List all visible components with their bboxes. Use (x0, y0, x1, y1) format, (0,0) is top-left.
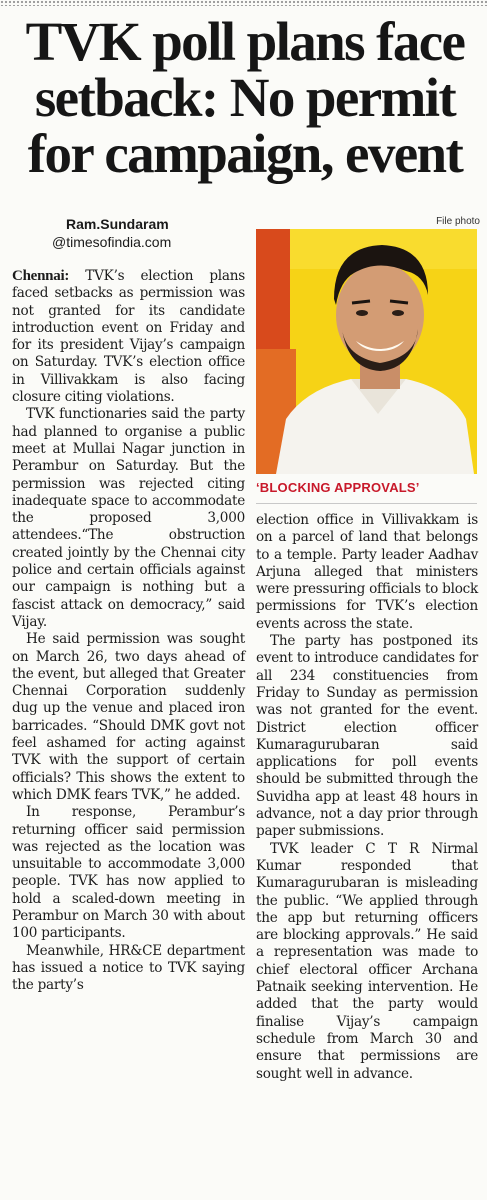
article-column-left (12, 268, 245, 994)
headline: TVK poll plans face setback: No permit for campaign, event (25, 11, 465, 184)
photo-caption: ‘BLOCKING APPROVALS’ (256, 480, 477, 504)
portrait-illustration (256, 229, 477, 474)
article-paragraph: In response, Perambur’s returning officer said permission was rejected as the location was unsuitable to accommodate 3,000 people. TVK has now applied to hold a scaled-down meeting in Perambur on March 30 with about 100 participants. (12, 804, 245, 942)
article-paragraph: Meanwhile, HR&CE department has issued a notice to TVK saying the party’s (12, 942, 245, 994)
byline-handle: @timesofindia.com (52, 234, 172, 250)
byline (52, 216, 252, 250)
article-photo (256, 229, 477, 474)
article-column-right (256, 512, 478, 1083)
article-paragraph (12, 268, 245, 406)
article-paragraph: The party has postponed its event to introduce candidates for all 234 constituencies from Friday to Sunday as permission was not granted for the event. District election officer Kumaragurubaran said applications for poll events should be submitted through the Suvidha app at least 48 hours in advance, not a day prior through paper submissions. (256, 633, 478, 840)
photo-credit: File photo (436, 216, 480, 227)
byline-author: Ram.Sundaram (66, 216, 169, 232)
article-paragraph: TVK leader C T R Nirmal Kumar responded that Kumaragurubaran is misleading the public. “We applied through the app but returning officers are blocking approvals.” He said a representation was made to chief electoral officer Archana Patnaik seeking intervention. He added that the party would finalise Vijay’s campaign schedule from March 30 and ensure that permissions are sought well in advance. (256, 840, 478, 1082)
article-paragraph: election office in Villivakkam is on a parcel of land that belongs to a temple. Party leader Aadhav Arjuna alleged that ministers were pressuring officials to block permissions for TVK’s election events across the state. (256, 512, 478, 632)
dateline: Chennai: (12, 268, 70, 284)
paragraph-text: TVK’s election plans faced setbacks as permission was not granted for its candidate introduction event on Friday and for its president Vijay’s campaign on Saturday. TVK’s election office in Villivakkam is also facing closure citing violations. (12, 268, 245, 406)
top-dotted-rule (0, 0, 487, 6)
article-paragraph: TVK functionaries said the party had planned to organise a public meet at Mullai Nagar junction in Perambur on Saturday. But the permission was rejected citing inadequate space to accommodate the proposed 3,000 attendees.“The obstruction created jointly by the Chennai city police and certain officials against our campaign is nothing but a fascist attack on democracy,” said Vijay. (12, 406, 245, 630)
article-paragraph: He said permission was sought on March 26, two days ahead of the event, but alleged that Greater Chennai Corporation suddenly dug up the venue and placed iron barricades. “Should DMK govt not feel ashamed for acting against TVK with the support of certain officials? This shows the extent to which DMK fears TVK,” he added. (12, 631, 245, 803)
